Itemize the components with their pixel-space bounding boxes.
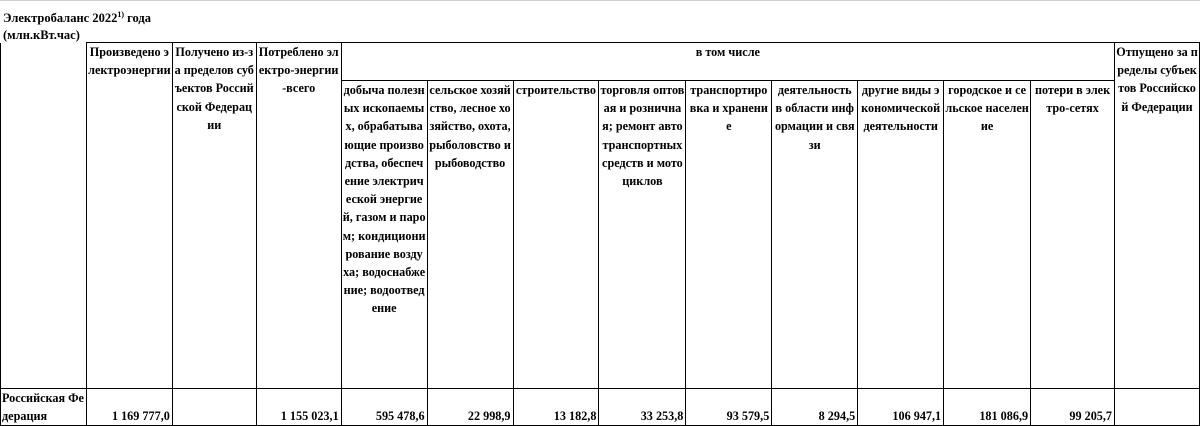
header-row-1 <box>1 43 1200 81</box>
row-label: Российская Федерация <box>1 389 87 426</box>
header-sub-population: городское и сельское население <box>944 81 1031 389</box>
header-sub-transport: транспортировка и хранение <box>686 81 772 389</box>
header-sub-agriculture: сельское хозяйство, лесное хозяйство, охота, рыболовство и рыбоводство <box>427 81 513 389</box>
cell-transport: 93 579,5 <box>686 389 772 426</box>
header-released: Отпущено за пределы субъектов Российской Федерации <box>1115 43 1200 389</box>
cell-population: 181 086,9 <box>944 389 1031 426</box>
cell-received <box>172 389 256 426</box>
header-sub-losses: потери в электро-сетях <box>1031 81 1115 389</box>
cell-it: 8 294,5 <box>772 389 858 426</box>
cell-released <box>1115 389 1200 426</box>
cell-construction: 13 182,8 <box>513 389 599 426</box>
header-including: в том числе <box>341 43 1114 81</box>
header-sub-trade: торговля оптовая и розничная; ремонт автотранспортных средств и мотоциклов <box>599 81 686 389</box>
cell-mining-manufacturing: 595 478,6 <box>341 389 427 426</box>
title-units: (млн.кВт.час) <box>3 28 80 43</box>
header-sub-it: деятельность в области информации и связи <box>772 81 858 389</box>
sheet-top-gridline <box>0 0 1200 1</box>
cell-other: 106 947,1 <box>858 389 944 426</box>
header-received: Получено из-за пределов субъектов Российской Федерации <box>172 43 256 389</box>
cell-losses: 99 205,7 <box>1031 389 1115 426</box>
header-sub-construction: строительство <box>513 81 599 389</box>
title-text: Электробаланс 2022 <box>3 11 118 26</box>
electro-balance-table <box>0 42 1200 426</box>
title-suffix: года <box>124 11 151 26</box>
title-line-1 <box>3 6 151 27</box>
header-sub-mining-manufacturing: добыча полезных ископаемых, обрабатывающие производства, обеспечение электрической энергией, газом и паром; кондиционирование воздуха; водоснабжение; водоотведение <box>341 81 427 389</box>
title-footnote: 1) <box>117 10 124 19</box>
cell-consumed: 1 155 023,1 <box>256 389 341 426</box>
header-consumed: Потреблено электро-энергии-всего <box>256 43 341 389</box>
header-corner-cell <box>1 43 87 389</box>
header-sub-other: другие виды экономической деятельности <box>858 81 944 389</box>
table-title <box>3 6 151 44</box>
cell-trade: 33 253,8 <box>599 389 686 426</box>
cell-agriculture: 22 998,9 <box>427 389 513 426</box>
data-row-russia <box>1 389 1200 426</box>
header-produced: Произведено электроэнергии <box>86 43 172 389</box>
cell-produced: 1 169 777,0 <box>86 389 172 426</box>
